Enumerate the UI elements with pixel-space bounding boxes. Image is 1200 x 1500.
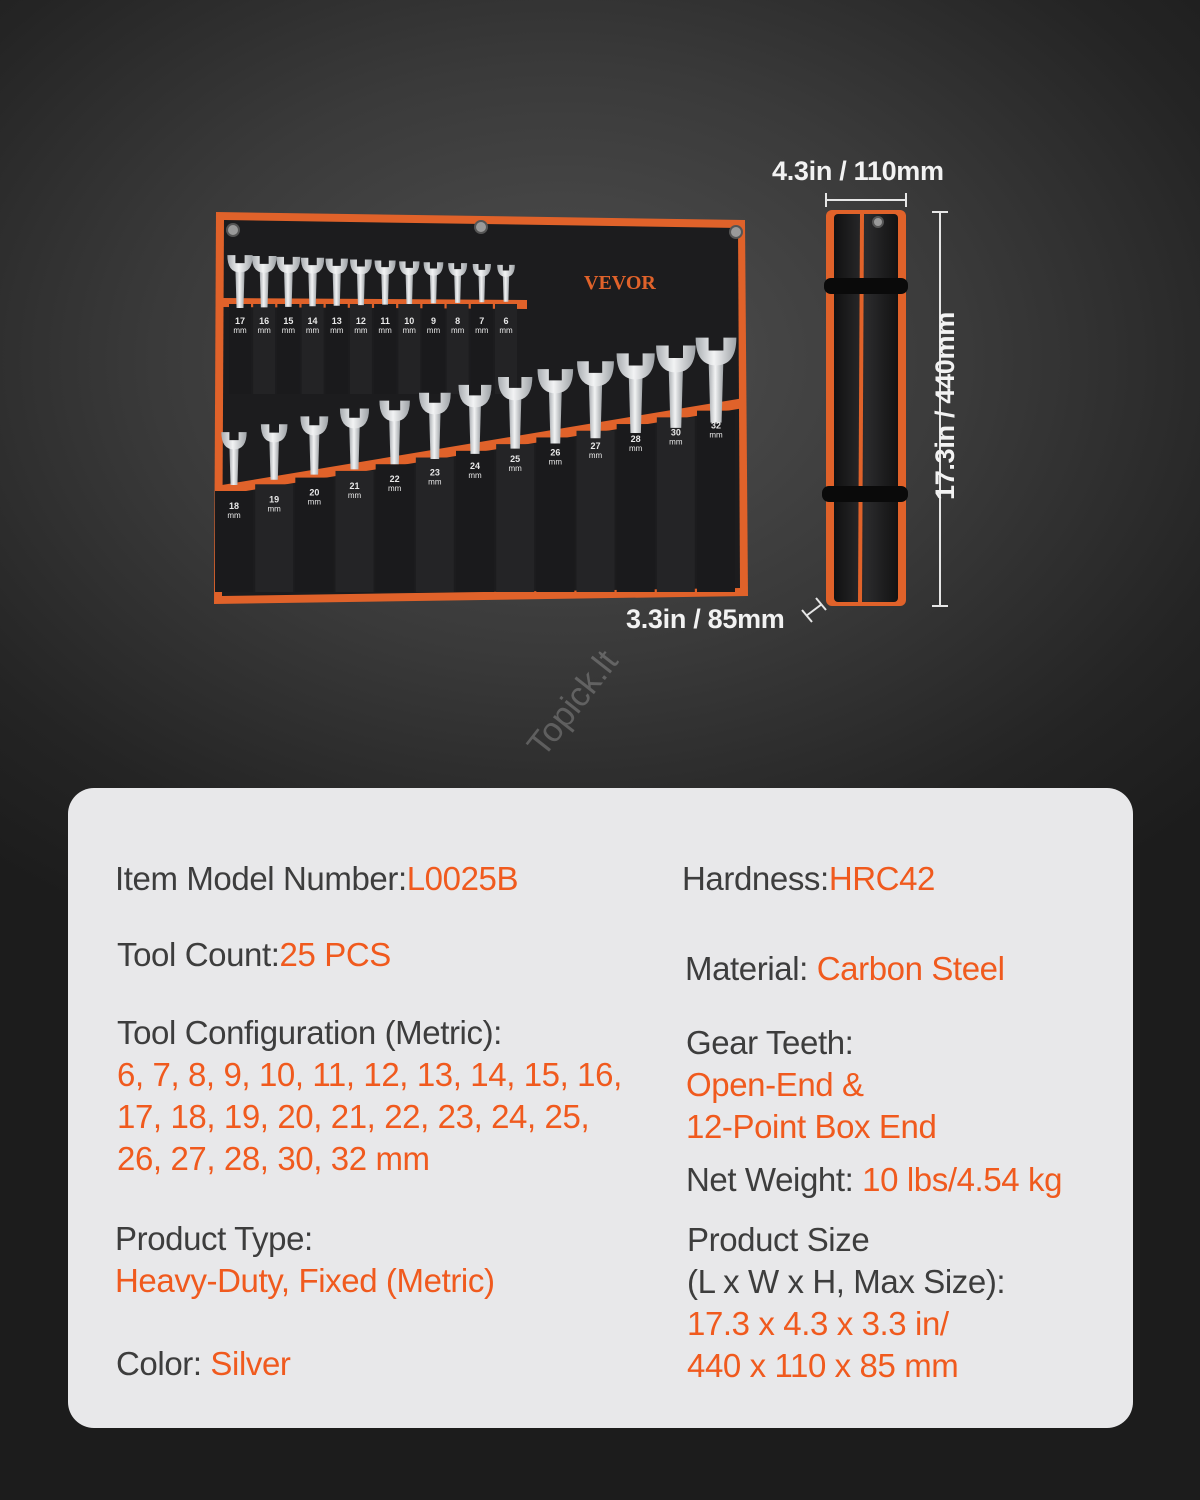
tool-configuration-spec: [117, 1012, 622, 1180]
material-spec: [685, 948, 1005, 990]
wrench-size-unit: mm: [468, 470, 482, 480]
wrench-size-unit: mm: [499, 326, 513, 335]
depth-dimension-line: [802, 598, 826, 622]
net-weight-label: Net Weight:: [686, 1161, 863, 1198]
wrench-size-unit: mm: [475, 326, 489, 335]
wrench-size-unit: mm: [305, 326, 320, 335]
tool-configuration-line: 17, 18, 19, 20, 21, 22, 23, 24, 25,: [117, 1098, 590, 1135]
wrench-size-unit: mm: [330, 326, 344, 335]
product-size-label: (L x W x H, Max Size):: [687, 1263, 1006, 1300]
color-label: Color:: [116, 1345, 211, 1382]
hardness-spec: [682, 858, 935, 900]
tool-count-spec: [117, 934, 391, 976]
wrench-size-unit: mm: [233, 326, 247, 335]
wrench-size-unit: mm: [227, 511, 241, 520]
hardness-value: HRC42: [828, 860, 936, 897]
wrench-size-label: 28: [630, 434, 641, 445]
wrench-size-label: 8: [455, 316, 461, 326]
wrench-size-unit: mm: [402, 326, 416, 335]
net-weight-value: 10 lbs/4.54 kg: [862, 1161, 1063, 1198]
wrench-size-unit: mm: [267, 504, 281, 514]
product-size-spec: [687, 1219, 1005, 1387]
net-weight-spec: [686, 1159, 1062, 1201]
wrench-size-label: 26: [550, 447, 561, 458]
width-dimension-line: [826, 193, 906, 207]
wrench-size-label: 27: [590, 440, 601, 451]
item-model-label: Item Model Number:: [115, 860, 407, 897]
wrench-size-label: 17: [234, 316, 246, 326]
width-dimension-label: 4.3in / 110mm: [772, 156, 944, 186]
wrench-size-unit: mm: [426, 326, 441, 335]
wrench-size-unit: mm: [281, 326, 296, 335]
item-model-spec: [115, 858, 518, 900]
wrench-size-unit: mm: [450, 326, 465, 335]
grommet-icon: [730, 226, 742, 238]
tool-count-label: Tool Count:: [117, 936, 280, 973]
product-type-spec: [115, 1218, 495, 1302]
depth-dimension-label: 3.3in / 85mm: [626, 604, 785, 634]
height-dimension-label: 17.3in / 440mm: [930, 312, 960, 500]
wrench-size-label: 18: [228, 501, 240, 511]
wrench-size-label: 23: [429, 467, 440, 478]
product-type-value: Heavy-Duty, Fixed (Metric): [115, 1262, 495, 1299]
product-type-label: Product Type:: [115, 1220, 313, 1257]
wrench-size-unit: mm: [548, 457, 562, 467]
rolled-tool-roll: [822, 210, 908, 606]
wrench-size-unit: mm: [629, 444, 643, 454]
wrench-size-unit: mm: [588, 450, 603, 460]
wrench-size-label: 12: [355, 316, 366, 326]
roll-seam: [860, 214, 862, 602]
wrench-size-label: 6: [503, 316, 509, 326]
wrench-size-label: 30: [670, 427, 681, 438]
wrench-size-label: 20: [309, 487, 320, 498]
specifications-panel: [68, 788, 1133, 1428]
grommet-icon: [227, 224, 239, 236]
grommet-icon: [873, 217, 883, 227]
gear-teeth-label: Gear Teeth:: [686, 1024, 854, 1061]
wrench-size-label: 22: [389, 474, 400, 485]
watermark: Topick.lt: [520, 643, 626, 764]
wrench-size-label: 9: [430, 316, 436, 326]
wrench-size-unit: mm: [347, 490, 362, 500]
grommet-icon: [475, 221, 487, 233]
product-size-label: Product Size: [687, 1221, 870, 1258]
wrench-size-unit: mm: [669, 437, 683, 447]
wrench-size-label: 19: [269, 494, 280, 505]
color-spec: [116, 1343, 291, 1385]
wrench-size-label: 32: [710, 420, 722, 431]
roll-body: [834, 214, 898, 602]
gear-teeth-spec: [686, 1022, 936, 1148]
wrench-size-label: 14: [307, 316, 318, 326]
wrench-size-unit: mm: [709, 430, 723, 440]
material-value: Carbon Steel: [816, 950, 1005, 987]
wrench-size-label: 25: [510, 454, 521, 465]
wrench-size-unit: mm: [508, 464, 522, 474]
tool-configuration-line: 6, 7, 8, 9, 10, 11, 12, 13, 14, 15, 16,: [117, 1056, 622, 1093]
product-size-value: 17.3 x 4.3 x 3.3 in/: [687, 1305, 949, 1342]
gear-teeth-line: Open-End &: [686, 1066, 864, 1103]
wrench-size-unit: mm: [388, 484, 402, 494]
wrench-size-label: 15: [283, 316, 294, 326]
wrench-size-unit: mm: [307, 497, 321, 507]
wrench-size-label: 13: [331, 316, 342, 326]
wrench-size-unit: mm: [354, 326, 368, 335]
wrench-size-label: 11: [380, 316, 390, 326]
material-label: Material:: [685, 950, 817, 987]
color-value: Silver: [210, 1345, 291, 1382]
product-size-value: 440 x 110 x 85 mm: [687, 1347, 959, 1384]
tool-count-value: 25 PCS: [279, 936, 391, 973]
wrench-size-unit: mm: [378, 326, 392, 335]
wrench-size-label: 21: [349, 480, 360, 491]
gear-teeth-line: 12-Point Box End: [686, 1108, 937, 1145]
wrench-size-label: 7: [479, 316, 485, 326]
velcro-strap: [824, 278, 908, 294]
open-tool-roll: [214, 212, 748, 604]
brand-logo: VEVOR: [584, 272, 656, 294]
wrench-size-unit: mm: [428, 477, 442, 487]
wrench-size-label: 16: [259, 316, 270, 326]
velcro-strap: [822, 486, 908, 502]
wrench-size-unit: mm: [257, 326, 271, 335]
wrench-size-label: 10: [404, 316, 415, 326]
tool-configuration-label: Tool Configuration (Metric):: [117, 1014, 502, 1051]
hardness-label: Hardness:: [682, 860, 829, 897]
wrench-size-label: 24: [469, 460, 481, 471]
item-model-value: L0025B: [406, 860, 519, 897]
tool-configuration-line: 26, 27, 28, 30, 32 mm: [117, 1140, 430, 1177]
